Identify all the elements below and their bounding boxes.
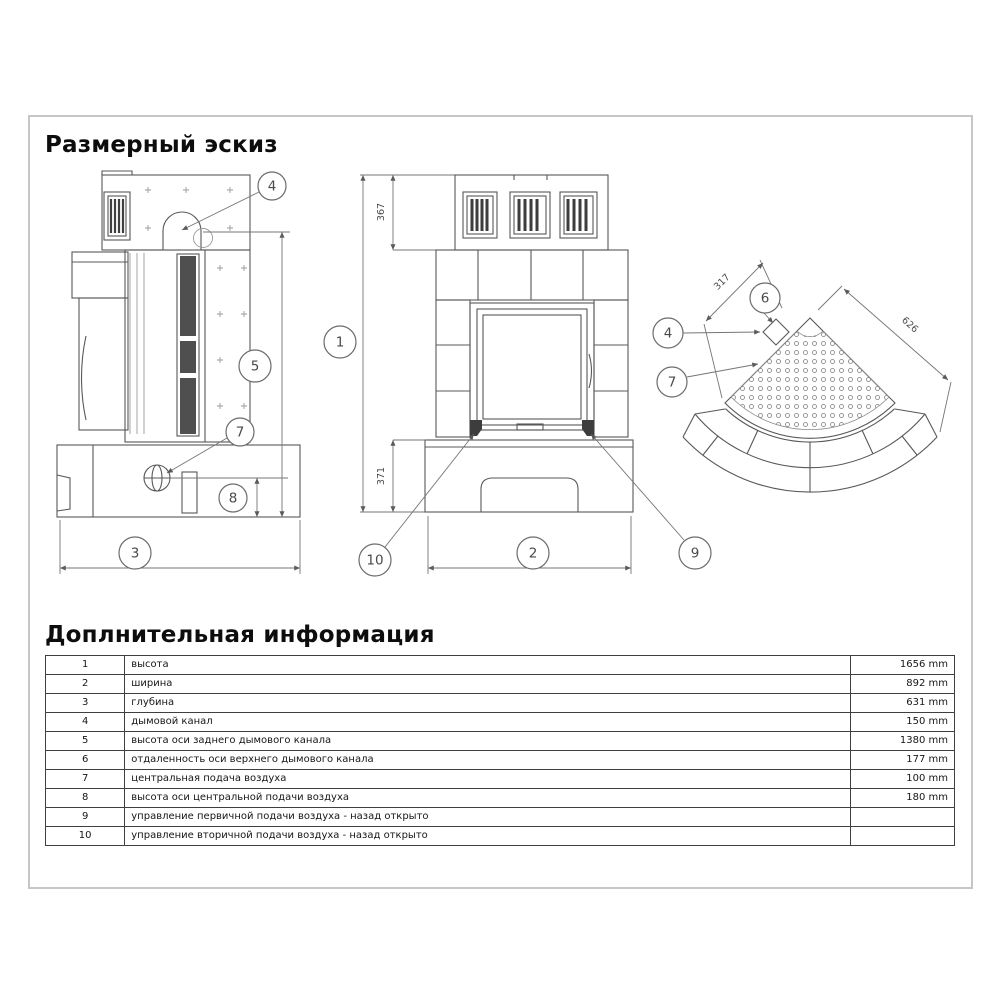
cell-num: 10 — [46, 827, 125, 846]
cell-value: 1380 mm — [850, 732, 954, 751]
callout-5 — [239, 350, 271, 382]
table-row — [46, 656, 955, 675]
cell-value: 177 mm — [850, 751, 954, 770]
callout-7-top — [657, 367, 687, 397]
dim-total-height — [360, 175, 455, 512]
callout-8 — [219, 484, 247, 512]
svg-text:8: 8 — [228, 490, 238, 507]
callout-6 — [750, 283, 780, 313]
svg-text:4: 4 — [663, 325, 673, 342]
callout-9 — [679, 537, 711, 569]
svg-text:1: 1 — [335, 334, 345, 351]
cell-label: ширина — [125, 675, 850, 694]
hood — [455, 175, 608, 250]
door-glass-side — [177, 254, 199, 436]
cell-num: 3 — [46, 694, 125, 713]
cell-num: 6 — [46, 751, 125, 770]
cell-num: 4 — [46, 713, 125, 732]
svg-text:2: 2 — [528, 545, 538, 562]
cell-label: глубина — [125, 694, 850, 713]
secondary-air-control — [470, 420, 482, 436]
svg-text:367: 367 — [376, 202, 387, 222]
svg-text:6: 6 — [760, 290, 770, 307]
cell-value — [850, 808, 954, 827]
cell-label: центральная подача воздуха — [125, 770, 850, 789]
callout-7 — [226, 418, 254, 446]
callout-2 — [517, 537, 549, 569]
callout-1 — [324, 326, 356, 358]
info-table — [45, 655, 955, 846]
svg-text:7: 7 — [235, 424, 245, 441]
cell-value: 631 mm — [850, 694, 954, 713]
svg-text:5: 5 — [250, 358, 260, 375]
cell-label: дымовой канал — [125, 713, 850, 732]
svg-text:9: 9 — [690, 545, 700, 562]
cell-label: управление первичной подачи воздуха - назад открыто — [125, 808, 850, 827]
table-row — [46, 808, 955, 827]
dim-hood-height — [376, 175, 455, 250]
svg-text:10: 10 — [366, 552, 384, 569]
cell-value: 180 mm — [850, 789, 954, 808]
firebox-door — [470, 303, 594, 436]
side-view — [57, 171, 300, 574]
cell-value: 150 mm — [850, 713, 954, 732]
cell-value: 1656 mm — [850, 656, 954, 675]
info-title: Доплнительная информация — [45, 622, 435, 648]
callout-4 — [258, 172, 286, 200]
front-base — [425, 440, 633, 512]
svg-text:626: 626 — [899, 314, 921, 336]
cell-num: 5 — [46, 732, 125, 751]
side-base — [57, 445, 300, 517]
cell-num: 2 — [46, 675, 125, 694]
dim-base-height — [376, 440, 425, 512]
table-row — [46, 732, 955, 751]
cell-label: отдаленность оси верхнего дымового канала — [125, 751, 850, 770]
cell-label: высота оси заднего дымового канала — [125, 732, 850, 751]
top-view — [653, 260, 951, 492]
cell-num: 8 — [46, 789, 125, 808]
central-air-valve — [144, 465, 170, 491]
cell-label: высота — [125, 656, 850, 675]
svg-text:371: 371 — [376, 466, 387, 486]
svg-text:4: 4 — [267, 178, 277, 195]
info-table-body — [46, 656, 955, 846]
svg-text:3: 3 — [130, 545, 140, 562]
callout-10 — [359, 544, 391, 576]
primary-air-control — [582, 420, 594, 436]
perforated-top-plate — [731, 331, 889, 430]
dimensional-drawing — [0, 168, 1000, 618]
cell-value: 100 mm — [850, 770, 954, 789]
cell-label: управление вторичной подачи воздуха - назад открыто — [125, 827, 850, 846]
table-row — [46, 827, 955, 846]
callout-4-top — [653, 318, 683, 348]
table-row — [46, 694, 955, 713]
top-smoke-outlet — [763, 319, 789, 345]
cell-num: 9 — [46, 808, 125, 827]
front-view — [324, 175, 711, 576]
svg-text:317: 317 — [711, 271, 733, 293]
cell-label: высота оси центральной подачи воздуха — [125, 789, 850, 808]
svg-text:7: 7 — [667, 374, 677, 391]
cell-value: 892 mm — [850, 675, 954, 694]
cell-num: 1 — [46, 656, 125, 675]
sketch-title: Размерный эскиз — [45, 132, 278, 158]
cell-value — [850, 827, 954, 846]
table-row — [46, 713, 955, 732]
cell-num: 7 — [46, 770, 125, 789]
table-row — [46, 770, 955, 789]
dim-depth — [60, 520, 300, 574]
table-row — [46, 789, 955, 808]
table-row — [46, 675, 955, 694]
callout-3 — [119, 537, 151, 569]
tiled-body — [436, 250, 628, 437]
door-handle — [82, 336, 87, 420]
table-row — [46, 751, 955, 770]
